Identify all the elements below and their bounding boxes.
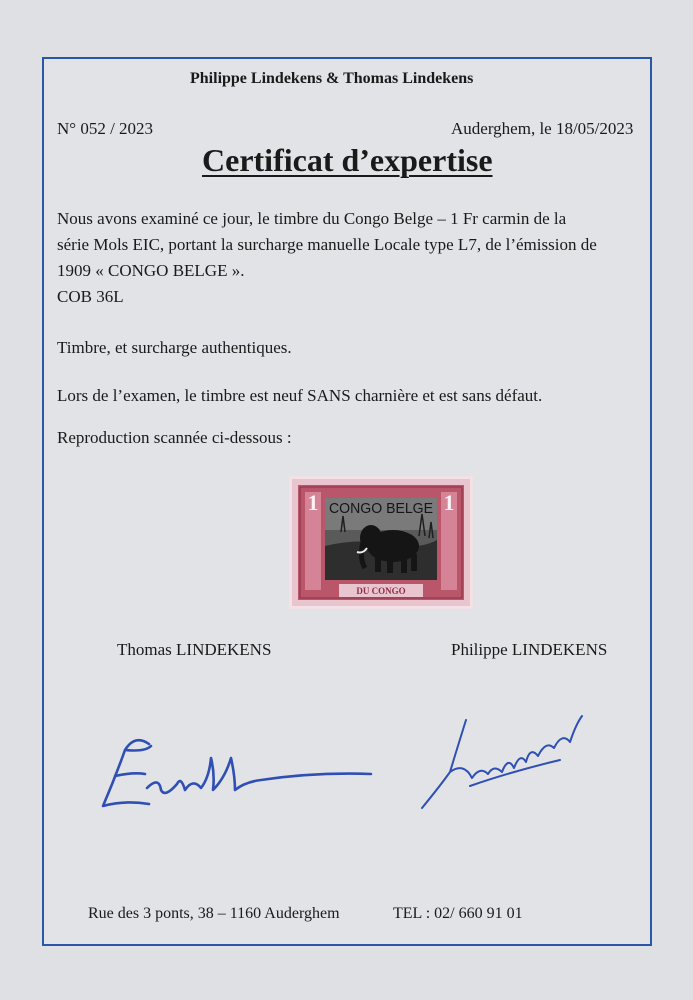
examination-line: série Mols EIC, portant la surcharge manuelle Locale type L7, de l’émission de — [57, 235, 597, 254]
signature-philippe — [410, 712, 590, 812]
stamp-bottom-text: DU CONGO — [356, 586, 406, 596]
signer-name-right: Philippe LINDEKENS — [451, 640, 608, 659]
signer-name-left: Thomas LINDEKENS — [117, 640, 272, 659]
signature-thomas — [85, 728, 375, 824]
examination-line: 1909 « CONGO BELGE ». — [57, 261, 245, 280]
certificate-title: Certificat d’expertise — [202, 142, 493, 178]
footer-phone: TEL : 02/ 660 91 01 — [393, 905, 523, 922]
certificate-number: N° 052 / 2023 — [57, 119, 154, 138]
condition-statement: Lors de l’examen, le timbre est neuf SANS charnière et est sans défaut. — [57, 386, 543, 405]
firm-header: Philippe Lindekens & Thomas Lindekens — [190, 70, 474, 87]
authenticity-statement: Timbre, et surcharge authentiques. — [57, 338, 292, 357]
footer-address: Rue des 3 ponts, 38 – 1160 Auderghem — [88, 905, 340, 922]
stamp-overprint: CONGO BELGE — [329, 500, 433, 517]
stamp-value-right: 1 — [443, 490, 455, 515]
place-date: Auderghem, le 18/05/2023 — [451, 119, 634, 138]
examination-paragraph — [57, 206, 597, 310]
stamp-image — [289, 476, 473, 609]
examination-line: Nous avons examiné ce jour, le timbre du Congo Belge – 1 Fr carmin de la — [57, 209, 567, 228]
stamp-value-left: 1 — [307, 490, 319, 515]
catalog-reference: COB 36L — [57, 287, 124, 306]
reproduction-caption: Reproduction scannée ci-dessous : — [57, 428, 292, 447]
